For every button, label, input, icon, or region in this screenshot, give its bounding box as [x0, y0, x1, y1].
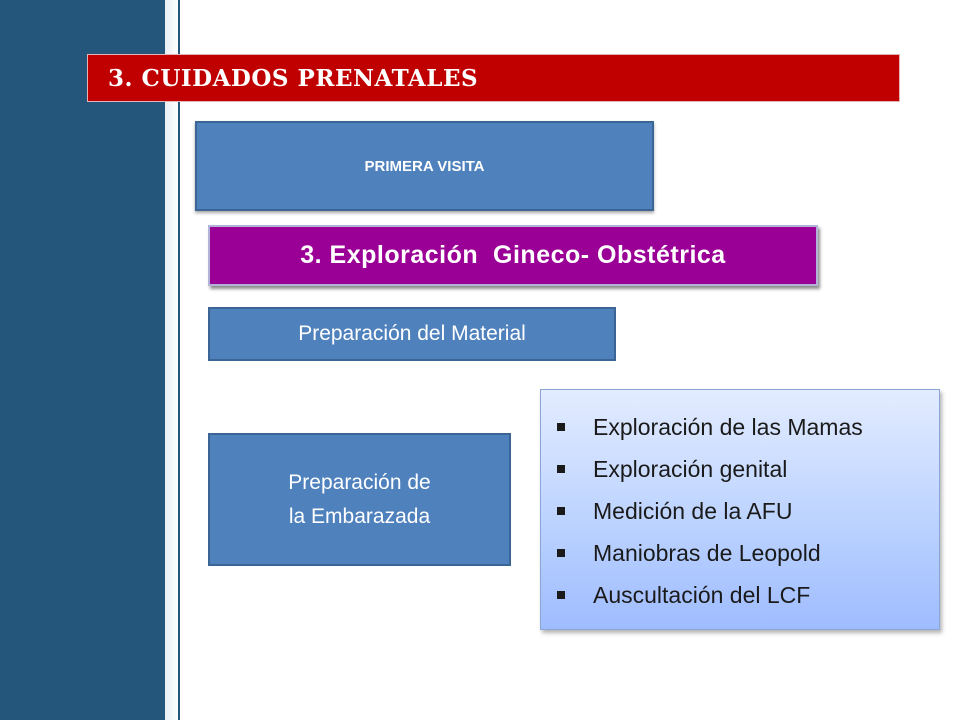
list-item	[557, 448, 939, 490]
list-item	[557, 406, 939, 448]
exam-list-box	[540, 389, 940, 630]
exploration-title-banner	[208, 225, 818, 286]
section-title: 3. CUIDADOS PRENATALES	[108, 65, 479, 92]
section-title-banner	[87, 54, 900, 102]
first-visit-label: PRIMERA VISITA	[364, 157, 485, 175]
sidebar-divider-line	[178, 0, 180, 720]
list-item	[557, 574, 939, 616]
exam-list	[541, 390, 939, 616]
patient-preparation-box	[208, 433, 511, 566]
material-preparation-box	[208, 307, 616, 361]
patient-preparation-line1: Preparación de	[288, 470, 431, 494]
list-item	[557, 490, 939, 532]
exploration-title: 3. Exploración Gineco- Obstétrica	[300, 241, 726, 269]
square-bullet-icon	[557, 549, 565, 557]
list-item-label: Exploración de las Mamas	[593, 413, 863, 440]
square-bullet-icon	[557, 507, 565, 515]
list-item-label: Auscultación del LCF	[593, 581, 811, 608]
square-bullet-icon	[557, 465, 565, 473]
list-item-label: Medición de la AFU	[593, 497, 793, 524]
first-visit-box	[195, 121, 654, 211]
square-bullet-icon	[557, 591, 565, 599]
sidebar-panel	[0, 0, 165, 720]
square-bullet-icon	[557, 423, 565, 431]
material-preparation-label: Preparación del Material	[298, 322, 526, 345]
list-item	[557, 532, 939, 574]
sidebar-gap	[165, 0, 178, 720]
patient-preparation-line2: la Embarazada	[288, 504, 431, 528]
list-item-label: Exploración genital	[593, 455, 788, 482]
list-item-label: Maniobras de Leopold	[593, 539, 821, 566]
